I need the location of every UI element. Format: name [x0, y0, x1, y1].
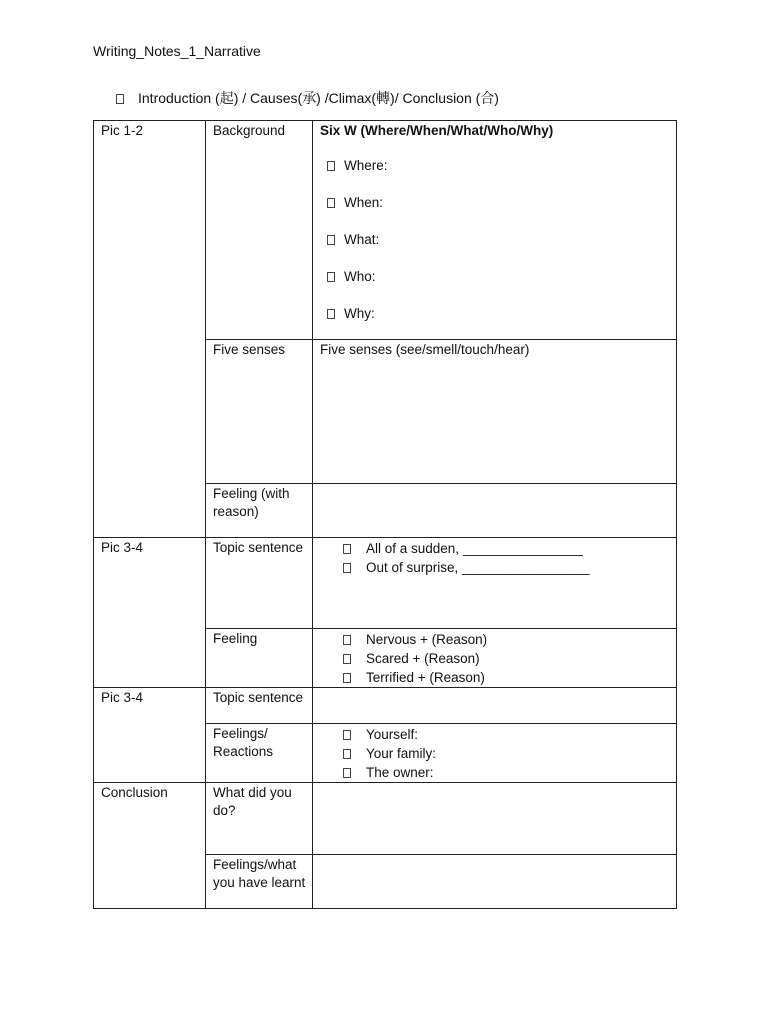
list-item: What:: [327, 231, 670, 249]
row-label: Topic sentence: [206, 538, 313, 629]
empty-cell: [313, 688, 677, 724]
reactions-cell: [313, 724, 677, 783]
table-row: [94, 783, 677, 855]
document-title: Writing_Notes_1_Narrative: [93, 43, 261, 59]
table-row: [94, 688, 677, 724]
checkbox-icon: [343, 544, 351, 554]
narrative-notes-table: [93, 120, 677, 909]
five-senses-cell: Five senses (see/smell/touch/hear): [313, 340, 677, 484]
list-item: Your family:: [343, 744, 670, 763]
list-item: Scared + (Reason): [343, 649, 670, 668]
checkbox-icon: [343, 768, 351, 778]
checkbox-icon: [343, 749, 351, 759]
checkbox-icon: [327, 309, 335, 319]
topic-sentence-cell: [313, 538, 677, 629]
list-item: Who:: [327, 268, 670, 286]
list-item: Yourself:: [343, 725, 670, 744]
section-label: Pic 3-4: [94, 688, 206, 783]
checkbox-icon: [343, 730, 351, 740]
empty-cell: [313, 484, 677, 538]
row-label: Feelings/ Reactions: [206, 724, 313, 783]
six-w-cell: [313, 121, 677, 340]
feeling-cell: [313, 629, 677, 688]
list-item: The owner:: [343, 763, 670, 782]
list-item: Why:: [327, 305, 670, 323]
intro-structure-line: [116, 88, 499, 108]
checkbox-icon: [327, 161, 335, 171]
row-label: Feelings/what you have learnt: [206, 855, 313, 909]
checkbox-icon: [116, 94, 124, 104]
checkbox-icon: [327, 198, 335, 208]
section-label: Conclusion: [94, 783, 206, 909]
list-item: Where:: [327, 157, 670, 175]
checkbox-icon: [343, 654, 351, 664]
checkbox-icon: [327, 235, 335, 245]
row-label: Five senses: [206, 340, 313, 484]
empty-cell: [313, 783, 677, 855]
section-label: Pic 3-4: [94, 538, 206, 688]
intro-structure-text: Introduction (起) / Causes(承) /Climax(轉)/ Conclusion (合): [138, 90, 499, 106]
checkbox-icon: [343, 673, 351, 683]
table-row: [94, 538, 677, 629]
list-item: Nervous + (Reason): [343, 630, 670, 649]
list-item: Out of surprise, _________________: [343, 558, 670, 577]
row-label: Background: [206, 121, 313, 340]
table-row: [94, 121, 677, 340]
checkbox-icon: [327, 272, 335, 282]
checkbox-icon: [343, 563, 351, 573]
row-label: Feeling: [206, 629, 313, 688]
empty-cell: [313, 855, 677, 909]
row-label: Feeling (with reason): [206, 484, 313, 538]
list-item: All of a sudden, ________________: [343, 539, 670, 558]
list-item: Terrified + (Reason): [343, 668, 670, 687]
row-label: Topic sentence: [206, 688, 313, 724]
section-label: Pic 1-2: [94, 121, 206, 538]
row-label: What did you do?: [206, 783, 313, 855]
checkbox-icon: [343, 635, 351, 645]
six-w-heading: Six W (Where/When/What/Who/Why): [320, 123, 554, 138]
list-item: When:: [327, 194, 670, 212]
